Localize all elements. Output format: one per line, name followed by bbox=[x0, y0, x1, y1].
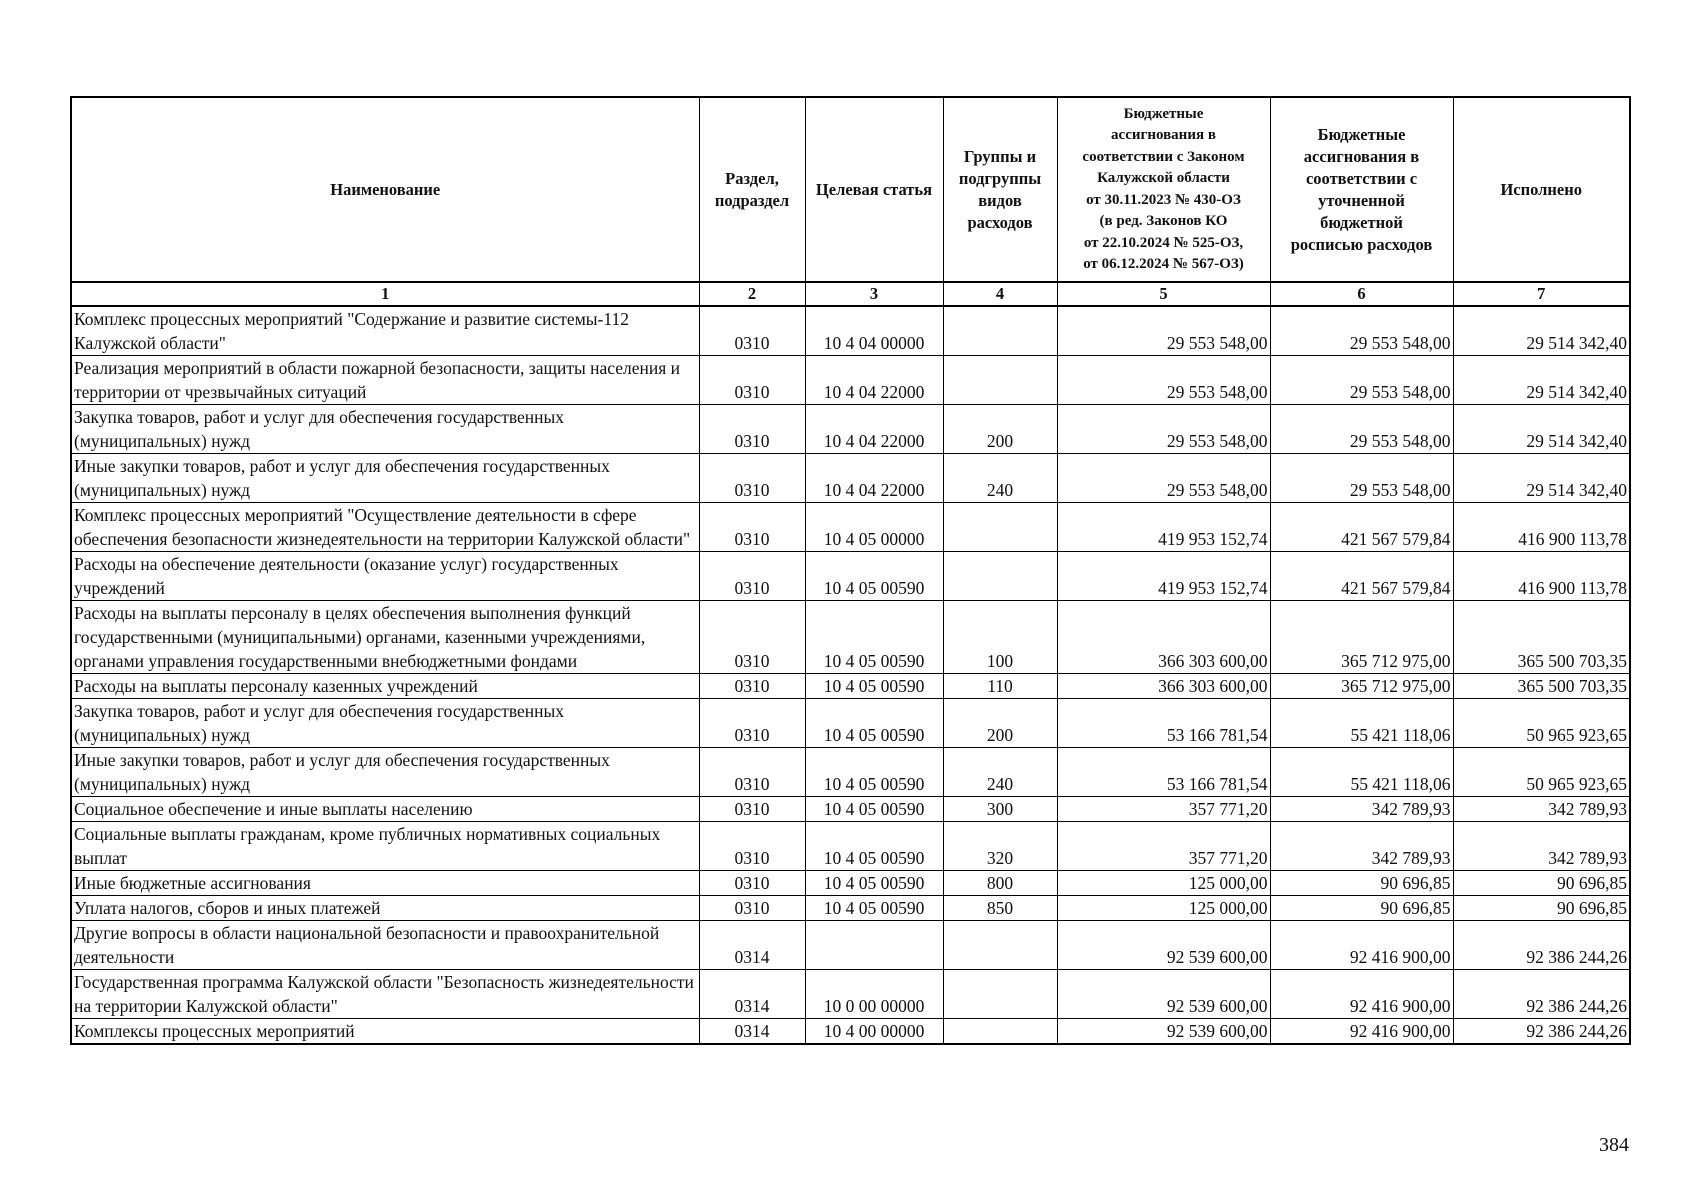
cell-executed-amount: 92 386 244,26 bbox=[1453, 970, 1630, 1019]
cell-refined-amount: 92 416 900,00 bbox=[1270, 921, 1453, 970]
header-article: Целевая статья bbox=[805, 97, 943, 282]
cell-refined-amount: 92 416 900,00 bbox=[1270, 970, 1453, 1019]
cell-name: Комплекс процессных мероприятий "Осуществление деятельности в сфере обеспечения безопасности жизнедеятельности на территории Калужской области" bbox=[71, 503, 699, 552]
cell-group: 800 bbox=[943, 871, 1057, 896]
header-section: Раздел, подраздел bbox=[699, 97, 805, 282]
header-law-line: Бюджетные bbox=[1123, 105, 1204, 122]
cell-article: 10 4 05 00000 bbox=[805, 503, 943, 552]
column-number: 2 bbox=[699, 282, 805, 306]
column-number: 5 bbox=[1057, 282, 1270, 306]
cell-name: Государственная программа Калужской области "Безопасность жизнедеятельности на территории Калужской области" bbox=[71, 970, 699, 1019]
table-row bbox=[71, 454, 1630, 503]
header-refined-line: бюджетной bbox=[1320, 212, 1403, 232]
header-refined-line: Бюджетные bbox=[1317, 124, 1406, 144]
cell-section: 0310 bbox=[699, 896, 805, 921]
cell-refined-amount: 421 567 579,84 bbox=[1270, 552, 1453, 601]
cell-name: Иные закупки товаров, работ и услуг для обеспечения государственных (муниципальных) нужд bbox=[71, 454, 699, 503]
cell-section: 0314 bbox=[699, 921, 805, 970]
cell-executed-amount: 50 965 923,65 bbox=[1453, 699, 1630, 748]
cell-law-amount: 92 539 600,00 bbox=[1057, 970, 1270, 1019]
cell-group: 200 bbox=[943, 405, 1057, 454]
table-row bbox=[71, 896, 1630, 921]
cell-article: 10 4 04 22000 bbox=[805, 356, 943, 405]
cell-refined-amount: 365 712 975,00 bbox=[1270, 601, 1453, 674]
cell-law-amount: 29 553 548,00 bbox=[1057, 405, 1270, 454]
cell-refined-amount: 365 712 975,00 bbox=[1270, 674, 1453, 699]
cell-section: 0310 bbox=[699, 748, 805, 797]
cell-article bbox=[805, 921, 943, 970]
table-body bbox=[71, 306, 1630, 1044]
cell-article: 10 4 05 00590 bbox=[805, 601, 943, 674]
column-number: 6 bbox=[1270, 282, 1453, 306]
cell-group: 200 bbox=[943, 699, 1057, 748]
cell-refined-amount: 55 421 118,06 bbox=[1270, 699, 1453, 748]
cell-article: 10 4 00 00000 bbox=[805, 1019, 943, 1045]
cell-executed-amount: 29 514 342,40 bbox=[1453, 405, 1630, 454]
cell-executed-amount: 365 500 703,35 bbox=[1453, 674, 1630, 699]
cell-law-amount: 53 166 781,54 bbox=[1057, 699, 1270, 748]
cell-law-amount: 29 553 548,00 bbox=[1057, 454, 1270, 503]
cell-section: 0310 bbox=[699, 674, 805, 699]
cell-article: 10 4 05 00590 bbox=[805, 552, 943, 601]
table-row bbox=[71, 1019, 1630, 1045]
cell-law-amount: 419 953 152,74 bbox=[1057, 503, 1270, 552]
cell-name: Расходы на выплаты персоналу в целях обеспечения выполнения функций государственными (муниципальными) органами, казенными учреждениями, органами управления государственными внебюджетными фондами bbox=[71, 601, 699, 674]
cell-refined-amount: 421 567 579,84 bbox=[1270, 503, 1453, 552]
cell-group bbox=[943, 921, 1057, 970]
cell-law-amount: 29 553 548,00 bbox=[1057, 356, 1270, 405]
cell-group: 100 bbox=[943, 601, 1057, 674]
cell-executed-amount: 92 386 244,26 bbox=[1453, 921, 1630, 970]
cell-section: 0310 bbox=[699, 306, 805, 356]
cell-article: 10 4 05 00590 bbox=[805, 871, 943, 896]
table-row bbox=[71, 822, 1630, 871]
cell-refined-amount: 342 789,93 bbox=[1270, 822, 1453, 871]
cell-refined-amount: 92 416 900,00 bbox=[1270, 1019, 1453, 1045]
cell-law-amount: 357 771,20 bbox=[1057, 822, 1270, 871]
cell-name: Комплексы процессных мероприятий bbox=[71, 1019, 699, 1045]
header-law-line: (в ред. Законов КО bbox=[1099, 213, 1228, 229]
cell-name: Расходы на выплаты персоналу казенных учреждений bbox=[71, 674, 699, 699]
cell-article: 10 4 05 00590 bbox=[805, 674, 943, 699]
header-refined-line: соответствии с bbox=[1305, 168, 1418, 188]
header-law-line: ассигнования в bbox=[1111, 127, 1216, 143]
cell-article: 10 4 05 00590 bbox=[805, 822, 943, 871]
cell-article: 10 4 05 00590 bbox=[805, 699, 943, 748]
cell-group bbox=[943, 306, 1057, 356]
cell-section: 0310 bbox=[699, 601, 805, 674]
table-row bbox=[71, 699, 1630, 748]
cell-article: 10 4 05 00590 bbox=[805, 748, 943, 797]
cell-group bbox=[943, 356, 1057, 405]
cell-refined-amount: 55 421 118,06 bbox=[1270, 748, 1453, 797]
header-law-line: от 22.10.2024 № 525-ОЗ, bbox=[1083, 234, 1244, 251]
header-law-line: от 06.12.2024 № 567-ОЗ) bbox=[1083, 256, 1244, 272]
cell-group bbox=[943, 552, 1057, 601]
header-row bbox=[71, 97, 1630, 282]
table-row bbox=[71, 871, 1630, 896]
cell-executed-amount: 50 965 923,65 bbox=[1453, 748, 1630, 797]
cell-law-amount: 366 303 600,00 bbox=[1057, 674, 1270, 699]
cell-executed-amount: 29 514 342,40 bbox=[1453, 454, 1630, 503]
cell-law-amount: 357 771,20 bbox=[1057, 797, 1270, 822]
cell-group bbox=[943, 1019, 1057, 1045]
cell-executed-amount: 92 386 244,26 bbox=[1453, 1019, 1630, 1045]
cell-group: 240 bbox=[943, 748, 1057, 797]
cell-section: 0310 bbox=[699, 552, 805, 601]
cell-executed-amount: 342 789,93 bbox=[1453, 822, 1630, 871]
cell-group bbox=[943, 503, 1057, 552]
cell-name: Закупка товаров, работ и услуг для обеспечения государственных (муниципальных) нужд bbox=[71, 699, 699, 748]
cell-group: 320 bbox=[943, 822, 1057, 871]
cell-refined-amount: 29 553 548,00 bbox=[1270, 306, 1453, 356]
cell-law-amount: 92 539 600,00 bbox=[1057, 921, 1270, 970]
cell-executed-amount: 416 900 113,78 bbox=[1453, 503, 1630, 552]
cell-article: 10 4 05 00590 bbox=[805, 797, 943, 822]
header-law-line: Калужской области bbox=[1097, 170, 1230, 186]
cell-section: 0310 bbox=[699, 822, 805, 871]
cell-executed-amount: 29 514 342,40 bbox=[1453, 356, 1630, 405]
cell-refined-amount: 90 696,85 bbox=[1270, 871, 1453, 896]
cell-law-amount: 125 000,00 bbox=[1057, 871, 1270, 896]
cell-section: 0314 bbox=[699, 1019, 805, 1045]
cell-name: Социальное обеспечение и иные выплаты населению bbox=[71, 797, 699, 822]
cell-refined-amount: 29 553 548,00 bbox=[1270, 454, 1453, 503]
cell-article: 10 4 04 22000 bbox=[805, 405, 943, 454]
header-refined-line: росписью расходов bbox=[1290, 234, 1433, 254]
table-row bbox=[71, 797, 1630, 822]
cell-executed-amount: 90 696,85 bbox=[1453, 896, 1630, 921]
header-refined-appropriations bbox=[1270, 97, 1453, 282]
cell-group: 240 bbox=[943, 454, 1057, 503]
table-row bbox=[71, 601, 1630, 674]
cell-refined-amount: 90 696,85 bbox=[1270, 896, 1453, 921]
table-row bbox=[71, 748, 1630, 797]
cell-section: 0310 bbox=[699, 356, 805, 405]
column-number: 3 bbox=[805, 282, 943, 306]
cell-section: 0314 bbox=[699, 970, 805, 1019]
cell-article: 10 0 00 00000 bbox=[805, 970, 943, 1019]
cell-name: Комплекс процессных мероприятий "Содержание и развитие системы-112 Калужской области" bbox=[71, 306, 699, 356]
cell-group: 850 bbox=[943, 896, 1057, 921]
budget-table bbox=[70, 96, 1631, 1045]
cell-law-amount: 419 953 152,74 bbox=[1057, 552, 1270, 601]
cell-refined-amount: 29 553 548,00 bbox=[1270, 356, 1453, 405]
cell-name: Закупка товаров, работ и услуг для обеспечения государственных (муниципальных) нужд bbox=[71, 405, 699, 454]
cell-section: 0310 bbox=[699, 699, 805, 748]
cell-name: Расходы на обеспечение деятельности (оказание услуг) государственных учреждений bbox=[71, 552, 699, 601]
cell-group: 300 bbox=[943, 797, 1057, 822]
cell-group bbox=[943, 970, 1057, 1019]
cell-law-amount: 53 166 781,54 bbox=[1057, 748, 1270, 797]
cell-executed-amount: 342 789,93 bbox=[1453, 797, 1630, 822]
column-number: 7 bbox=[1453, 282, 1630, 306]
column-number: 1 bbox=[71, 282, 699, 306]
header-groups: Группы и подгруппы видов расходов bbox=[943, 97, 1057, 282]
cell-section: 0310 bbox=[699, 405, 805, 454]
cell-name: Другие вопросы в области национальной безопасности и правоохранительной деятельности bbox=[71, 921, 699, 970]
header-refined-line: уточненной bbox=[1318, 190, 1405, 210]
cell-law-amount: 125 000,00 bbox=[1057, 896, 1270, 921]
cell-article: 10 4 05 00590 bbox=[805, 896, 943, 921]
cell-name: Реализация мероприятий в области пожарной безопасности, защиты населения и территории от чрезвычайных ситуаций bbox=[71, 356, 699, 405]
table-row bbox=[71, 970, 1630, 1019]
cell-name: Иные закупки товаров, работ и услуг для обеспечения государственных (муниципальных) нужд bbox=[71, 748, 699, 797]
cell-section: 0310 bbox=[699, 454, 805, 503]
cell-section: 0310 bbox=[699, 503, 805, 552]
cell-refined-amount: 342 789,93 bbox=[1270, 797, 1453, 822]
table-row bbox=[71, 552, 1630, 601]
cell-executed-amount: 90 696,85 bbox=[1453, 871, 1630, 896]
table-row bbox=[71, 674, 1630, 699]
table-row bbox=[71, 356, 1630, 405]
cell-refined-amount: 29 553 548,00 bbox=[1270, 405, 1453, 454]
header-executed: Исполнено bbox=[1453, 97, 1630, 282]
cell-name: Уплата налогов, сборов и иных платежей bbox=[71, 896, 699, 921]
cell-executed-amount: 29 514 342,40 bbox=[1453, 306, 1630, 356]
column-number-row bbox=[71, 282, 1630, 306]
cell-law-amount: 366 303 600,00 bbox=[1057, 601, 1270, 674]
cell-article: 10 4 04 22000 bbox=[805, 454, 943, 503]
page-number: 384 bbox=[1599, 1134, 1629, 1156]
cell-article: 10 4 04 00000 bbox=[805, 306, 943, 356]
table-row bbox=[71, 405, 1630, 454]
cell-executed-amount: 365 500 703,35 bbox=[1453, 601, 1630, 674]
cell-group: 110 bbox=[943, 674, 1057, 699]
cell-section: 0310 bbox=[699, 871, 805, 896]
cell-law-amount: 92 539 600,00 bbox=[1057, 1019, 1270, 1045]
header-law-line: от 30.11.2023 № 430-ОЗ bbox=[1086, 191, 1241, 208]
cell-law-amount: 29 553 548,00 bbox=[1057, 306, 1270, 356]
header-law-line: соответствии с Законом bbox=[1082, 148, 1245, 165]
cell-name: Иные бюджетные ассигнования bbox=[71, 871, 699, 896]
column-number: 4 bbox=[943, 282, 1057, 306]
header-law-appropriations bbox=[1057, 97, 1270, 282]
header-name: Наименование bbox=[71, 97, 699, 282]
header-refined-line: ассигнования в bbox=[1303, 146, 1420, 166]
cell-executed-amount: 416 900 113,78 bbox=[1453, 552, 1630, 601]
cell-name: Социальные выплаты гражданам, кроме публичных нормативных социальных выплат bbox=[71, 822, 699, 871]
table-row bbox=[71, 306, 1630, 356]
table-row bbox=[71, 503, 1630, 552]
cell-section: 0310 bbox=[699, 797, 805, 822]
table-row bbox=[71, 921, 1630, 970]
